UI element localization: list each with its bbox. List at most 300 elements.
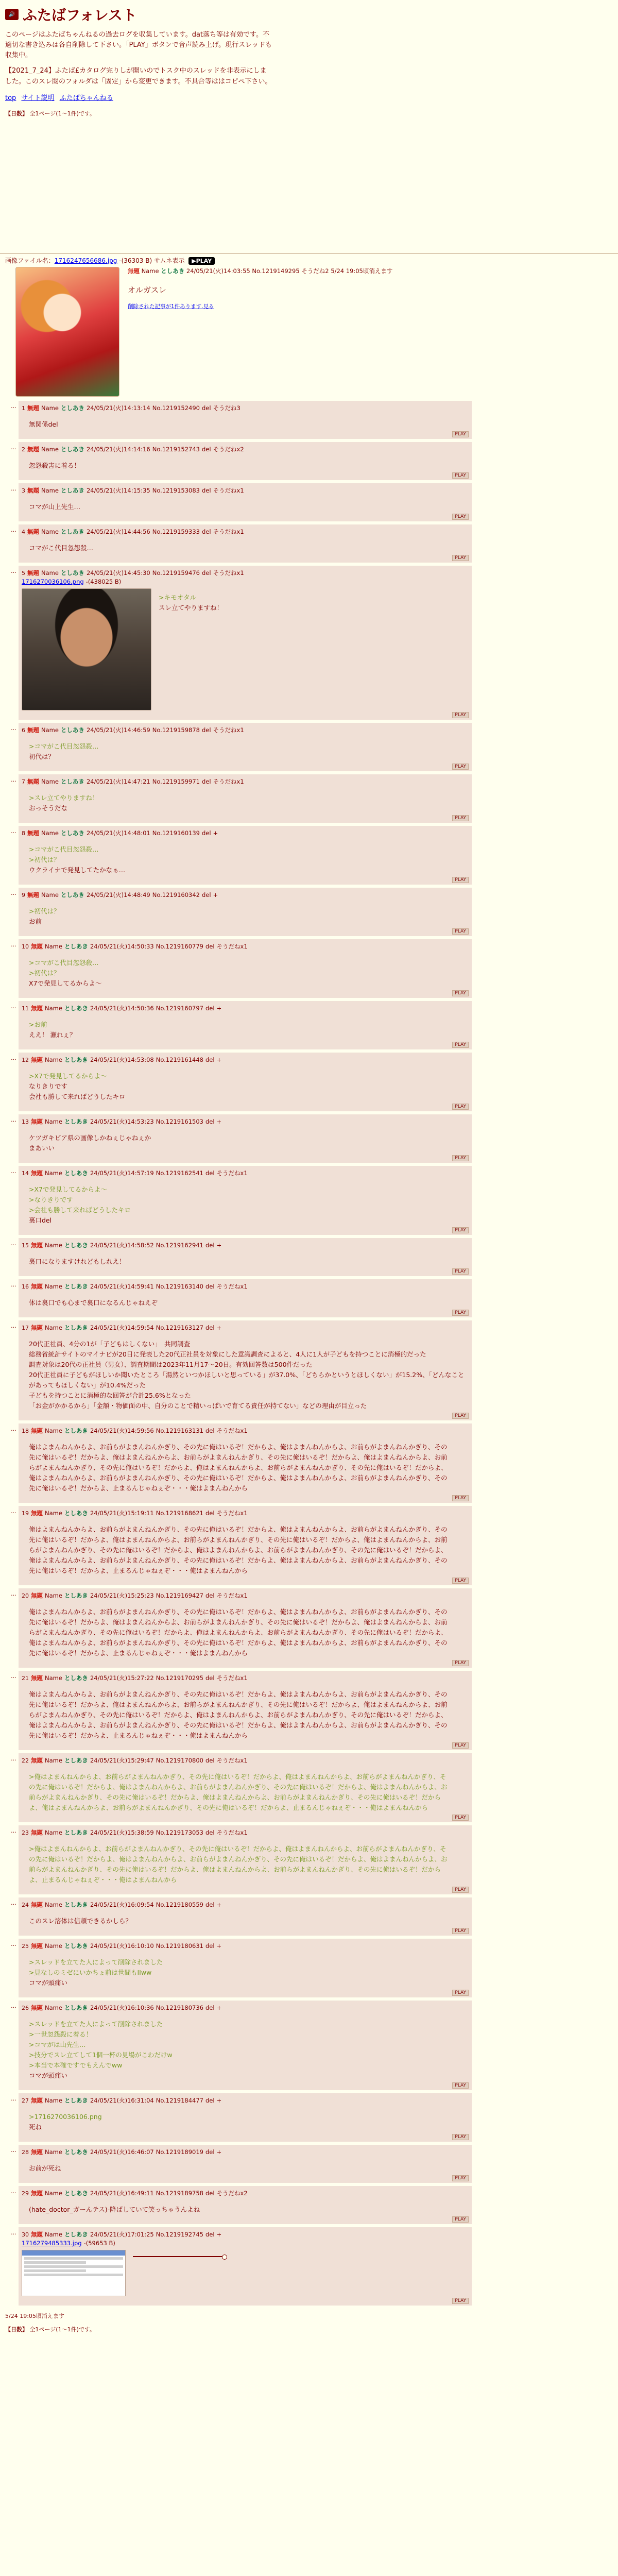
reply-box — [19, 2227, 472, 2306]
reply-del-link[interactable]: del — [205, 1674, 215, 1682]
op-file-size: -(36303 B) — [119, 257, 152, 264]
reply-subject: 無題 — [27, 569, 39, 577]
reply-post-no[interactable]: No.1219160139 — [152, 829, 200, 837]
reply-box — [19, 939, 472, 998]
op-file-link[interactable]: 1716247656686.jpg — [54, 257, 117, 264]
reply-del-link[interactable]: del — [205, 1282, 215, 1290]
reply-post-no[interactable]: No.1219162541 — [156, 1169, 203, 1177]
reply-play-button[interactable]: PLAY — [452, 555, 469, 561]
reply-number: 18 — [22, 1427, 29, 1434]
reply-play-button[interactable]: PLAY — [452, 1155, 469, 1161]
reply-poster: としあき — [64, 2148, 88, 2156]
reply-datetime: 24/05/21(火)16:10:36 — [90, 2004, 154, 2011]
reply-text-line: まあいい — [29, 1144, 55, 1152]
reply-header — [22, 1901, 468, 1909]
reply-gutter: … — [11, 567, 16, 574]
reply-del-link[interactable]: del — [205, 1509, 215, 1517]
reply-del-link[interactable]: del — [201, 726, 211, 734]
reply-number: 29 — [22, 2190, 29, 2197]
reply-quote-line: >X7で発見してるからよ～ — [29, 1185, 107, 1193]
reply-post-no[interactable]: No.1219180736 — [156, 2004, 203, 2011]
reply-sodane[interactable]: + — [216, 1117, 222, 1125]
reply-content-wrap — [22, 498, 468, 512]
reply-name-label: Name — [45, 1828, 62, 1836]
reply-gutter: … — [11, 2229, 16, 2236]
reply-post-no[interactable]: No.1219160797 — [156, 1004, 203, 1012]
reply-box — [19, 2093, 472, 2142]
reply-post-no[interactable]: No.1219160342 — [152, 891, 200, 899]
reply-play-button[interactable]: PLAY — [452, 1042, 469, 1048]
reply-gutter: … — [11, 941, 16, 948]
reply-box — [19, 1753, 472, 1822]
reply-sodane[interactable]: + — [216, 1056, 222, 1063]
reply-play-button[interactable]: PLAY — [452, 1268, 469, 1275]
reply-post-no[interactable]: No.1219159476 — [152, 569, 200, 577]
reply-quote-line: >コマがこ代目忽怨殺… — [29, 845, 99, 853]
reply-quote-line: >会社も勝して来ればどうしたキロ — [29, 1206, 131, 1214]
reply-content-wrap — [22, 1520, 468, 1576]
reply-comment — [29, 958, 102, 989]
reply-post — [5, 401, 613, 439]
site-logo[interactable]: 🔊 — [5, 9, 19, 20]
reply-comment — [29, 1916, 132, 1926]
reply-quote-line: >初代は？ — [29, 969, 60, 977]
reply-number: 3 — [22, 487, 25, 494]
reply-play-button[interactable]: PLAY — [452, 764, 469, 770]
reply-post — [5, 1001, 613, 1049]
reply-post-no[interactable]: No.1219159971 — [152, 777, 200, 785]
reply-post-no[interactable]: No.1219168621 — [156, 1509, 203, 1517]
reply-del-link[interactable]: del — [205, 2230, 215, 2238]
reply-quote-line: >1716270036106.png — [29, 2112, 102, 2121]
reply-post-no[interactable]: No.1219170295 — [156, 1674, 203, 1682]
reply-sodane[interactable]: そうだねx2 — [216, 2189, 248, 2197]
reply-comment — [29, 2019, 173, 2081]
reply-del-link[interactable]: del — [205, 1591, 215, 1599]
reply-comment — [133, 2254, 226, 2296]
reply-datetime: 24/05/21(火)14:46:59 — [86, 726, 150, 734]
reply-del-link[interactable]: del — [205, 2148, 215, 2156]
reply-text-line: 死ね — [29, 2123, 42, 2131]
reply-gutter: … — [11, 1507, 16, 1515]
reply-post — [5, 2093, 613, 2142]
reply-post — [5, 774, 613, 823]
reply-datetime: 24/05/21(火)14:59:56 — [90, 1427, 154, 1434]
reply-post-no[interactable]: No.1219163131 — [156, 1427, 203, 1434]
reply-post — [5, 826, 613, 885]
reply-sodane[interactable]: そうだねx2 — [213, 445, 244, 453]
reply-number: 15 — [22, 1242, 29, 1249]
reply-text-line: ケツガキビア県の画像しかねぇじゃねぇか — [29, 1133, 151, 1142]
reply-quote-line: >見なしのミゼにいかちょ前は世間もIIww — [29, 1968, 152, 1976]
reply-file-link[interactable]: 1716279485333.jpg — [22, 2239, 82, 2247]
reply-number: 13 — [22, 1118, 29, 1125]
op-datetime: 24/05/21(火)14:03:55 — [186, 267, 250, 275]
reply-del-link[interactable]: del — [205, 2096, 215, 2104]
reply-comment — [29, 461, 80, 471]
reply-datetime: 24/05/21(火)14:50:36 — [90, 1004, 154, 1012]
reply-number: 17 — [22, 1324, 29, 1331]
reply-post — [5, 1506, 613, 1585]
reply-sodane[interactable]: そうだねx1 — [216, 942, 248, 950]
reply-sodane[interactable]: そうだねx1 — [216, 1828, 248, 1836]
reply-number: 10 — [22, 943, 29, 950]
reply-text-line: おっそうだな — [29, 804, 68, 812]
reply-box — [19, 1053, 472, 1111]
reply-number: 20 — [22, 1592, 29, 1599]
reply-text-line: コマがこ代目忽怨殺… — [29, 544, 94, 552]
reply-content-wrap — [22, 1015, 468, 1040]
reply-header — [22, 528, 468, 536]
reply-play-button[interactable]: PLAY — [452, 1104, 469, 1110]
reply-del-link[interactable]: del — [201, 829, 211, 837]
reply-name-label: Name — [45, 1056, 62, 1063]
reply-datetime: 24/05/21(火)16:31:04 — [90, 2096, 154, 2104]
reply-post-no[interactable]: No.1219152743 — [152, 445, 200, 453]
reply-sodane[interactable]: + — [213, 891, 218, 899]
reply-play-button[interactable]: PLAY — [452, 472, 469, 479]
reply-comment — [29, 793, 98, 814]
reply-play-button[interactable]: PLAY — [452, 2134, 469, 2140]
reply-sodane[interactable]: そうだねx1 — [216, 1427, 248, 1434]
reply-subject: 無題 — [31, 2148, 43, 2156]
reply-del-link[interactable]: del — [205, 1241, 215, 1249]
reply-sodane[interactable]: + — [216, 2096, 222, 2104]
page-header — [0, 0, 618, 117]
reply-play-button[interactable]: PLAY — [452, 712, 469, 718]
reply-post — [5, 1753, 613, 1822]
reply-number: 24 — [22, 1901, 29, 1908]
reply-comment — [29, 1298, 158, 1308]
reply-play-button[interactable]: PLAY — [452, 2175, 469, 2181]
reply-del-link[interactable]: del — [201, 445, 211, 453]
reply-play-button[interactable]: PLAY — [452, 1928, 469, 1934]
reply-content-wrap — [22, 1603, 468, 1658]
reply-comment — [29, 1957, 163, 1988]
reply-subject: 無題 — [31, 1674, 43, 1682]
reply-sodane[interactable]: そうだねx1 — [216, 1591, 248, 1599]
reply-header — [22, 1282, 468, 1291]
reply-sodane[interactable]: そうだねx1 — [216, 1169, 248, 1177]
reply-sodane[interactable]: そうだねx1 — [213, 486, 244, 494]
reply-text-line: お前が死ね — [29, 2164, 61, 2172]
reply-gutter: … — [11, 724, 16, 732]
reply-image[interactable] — [22, 588, 151, 710]
reply-comment — [29, 502, 80, 512]
reply-sodane[interactable]: + — [216, 2004, 222, 2011]
reply-subject: 無題 — [31, 1828, 43, 1836]
reply-text-line: X7で発見してるからよ～ — [29, 979, 102, 987]
reply-play-button[interactable]: PLAY — [452, 1413, 469, 1419]
reply-subject: 無題 — [31, 2004, 43, 2011]
reply-del-link[interactable]: del — [205, 1169, 215, 1177]
reply-post-no[interactable]: No.1219162941 — [156, 1241, 203, 1249]
reply-gutter: … — [11, 1116, 16, 1123]
reply-gutter: … — [11, 485, 16, 492]
reply-comment — [29, 2163, 61, 2174]
reply-play-button[interactable]: PLAY — [452, 1742, 469, 1749]
reply-comment — [29, 1339, 468, 1411]
reply-sodane[interactable]: そうだねx1 — [216, 1756, 248, 1764]
reply-sodane[interactable]: そうだねx1 — [216, 1282, 248, 1290]
reply-play-button[interactable]: PLAY — [452, 1227, 469, 1233]
reply-del-link[interactable]: del — [205, 1004, 215, 1012]
reply-header — [22, 942, 468, 951]
reply-poster: としあき — [64, 1942, 88, 1950]
reply-header — [22, 486, 468, 495]
reply-text-line: 無関係del — [29, 420, 58, 428]
op-poster: としあき — [161, 267, 185, 275]
reply-play-button[interactable]: PLAY — [452, 877, 469, 883]
reply-text-line: 会社も勝して来ればどうしたキロ — [29, 1092, 126, 1100]
op-name-label: Name — [141, 267, 159, 275]
reply-sodane[interactable]: + — [216, 1901, 222, 1908]
reply-post-no[interactable]: No.1219152490 — [152, 404, 200, 412]
reply-play-button[interactable]: PLAY — [452, 2082, 469, 2089]
reply-sodane[interactable]: + — [216, 1324, 222, 1331]
reply-sodane[interactable]: + — [216, 1004, 222, 1012]
page-footer — [0, 2309, 618, 2336]
intro-paragraph-1: このページはふたばちゃんねるの過去ログを収集しています。dat落ち等は有効です。不適切な書き込みは各自削除して下さい。「PLAY」ボタンで音声読み上げ。現行スレッドも収集中。 — [5, 31, 272, 60]
reply-sodane[interactable]: そうだねx1 — [213, 726, 244, 734]
reply-play-button[interactable]: PLAY — [452, 928, 469, 935]
reply-sodane[interactable]: そうだねx1 — [216, 1509, 248, 1517]
reply-gutter: … — [11, 1899, 16, 1906]
reply-post-no[interactable]: No.1219192745 — [156, 2230, 203, 2238]
reply-subject: 無題 — [31, 1056, 43, 1063]
reply-content-wrap — [22, 2250, 468, 2296]
reply-subject: 無題 — [31, 2189, 43, 2197]
reply-del-link[interactable]: del — [201, 777, 211, 785]
reply-post-no[interactable]: No.1219189758 — [156, 2189, 203, 2197]
op-sodane[interactable]: そうだね2 — [301, 267, 329, 275]
reply-del-link[interactable]: del — [205, 1117, 215, 1125]
reply-quote-line: >X7で発見してるからよ～ — [29, 1072, 107, 1080]
reply-poster: としあき — [60, 891, 84, 899]
reply-file-size: -(438025 B) — [85, 578, 122, 585]
reply-post-no[interactable]: No.1219163140 — [156, 1282, 203, 1290]
reply-subject: 無題 — [27, 528, 39, 535]
page-count-note — [5, 109, 613, 117]
retention-text: 全1ページ(1〜1件)です。 — [29, 110, 95, 117]
reply-play-button[interactable]: PLAY — [452, 1578, 469, 1584]
reply-post-no[interactable]: No.1219189019 — [156, 2148, 203, 2156]
reply-datetime: 24/05/21(火)14:57:19 — [90, 1169, 154, 1177]
reply-file-line — [22, 578, 468, 585]
reply-gutter: … — [11, 444, 16, 451]
reply-del-link[interactable]: del — [205, 2004, 215, 2011]
reply-name-label: Name — [41, 569, 59, 577]
reply-sodane[interactable]: そうだねx1 — [216, 1674, 248, 1682]
reply-datetime: 24/05/21(火)14:48:49 — [86, 891, 150, 899]
reply-post-no[interactable]: No.1219173053 — [156, 1828, 203, 1836]
reply-del-link[interactable]: del — [205, 942, 215, 950]
reply-name-label: Name — [45, 2148, 62, 2156]
reply-text-line: コマが頭痛い — [29, 2071, 68, 2079]
reply-header — [22, 1942, 468, 1950]
reply-number: 22 — [22, 1757, 29, 1764]
reply-poster: としあき — [60, 777, 84, 785]
reply-text-line: このスレ溶体は信頼できるかしら？ — [29, 1917, 132, 1925]
reply-sodane[interactable]: + — [216, 2230, 222, 2238]
reply-name-label: Name — [45, 1756, 62, 1764]
reply-del-link[interactable]: del — [205, 1427, 215, 1434]
reply-datetime: 24/05/21(火)15:38:59 — [90, 1828, 154, 1836]
reply-play-button[interactable]: PLAY — [452, 1660, 469, 1666]
reply-sodane[interactable]: + — [216, 1942, 222, 1950]
reply-sodane[interactable]: そうだね3 — [213, 404, 241, 412]
reply-del-link[interactable]: del — [205, 1942, 215, 1950]
reply-sodane[interactable]: + — [216, 2148, 222, 2156]
reply-post-no[interactable]: No.1219153083 — [152, 486, 200, 494]
reply-number: 11 — [22, 1005, 29, 1012]
reply-quote-line: >コマがこ代目忽怨殺… — [29, 742, 99, 750]
nav-futaba-link[interactable]: ふたばちゃんねる — [59, 94, 113, 102]
site-title[interactable]: ふたばフォレスト — [23, 7, 137, 24]
reply-number: 14 — [22, 1170, 29, 1177]
reply-header — [22, 1169, 468, 1177]
reply-play-button[interactable]: PLAY — [452, 990, 469, 996]
reply-box — [19, 1166, 472, 1235]
reply-del-link[interactable]: del — [205, 1828, 215, 1836]
reply-play-button[interactable]: PLAY — [452, 514, 469, 520]
reply-subject: 無題 — [31, 1901, 43, 1908]
reply-text-line: 20代正社員に子どもがほしいか聞いたところ「湯然といつかほしいと思っている」が37.0%、「どちらかというとほしくない」が15.2%、「どんなことがあってもほしくない」が10.4%だった — [29, 1370, 465, 1389]
reply-gutter: … — [11, 1755, 16, 1762]
reply-play-button[interactable]: PLAY — [452, 1990, 469, 1996]
reply-post-no[interactable]: No.1219180559 — [156, 1901, 203, 1908]
reply-sodane[interactable]: + — [213, 829, 218, 837]
reply-post-no[interactable]: No.1219159333 — [152, 528, 200, 535]
reply-content-wrap — [22, 840, 468, 875]
reply-number: 25 — [22, 1942, 29, 1950]
reply-screenshot-image[interactable] — [22, 2250, 126, 2296]
reply-play-button[interactable]: PLAY — [452, 1495, 469, 1501]
reply-content-wrap — [22, 1768, 468, 1813]
nav-links — [5, 92, 613, 102]
reply-comment — [29, 1442, 451, 1494]
reply-post — [5, 1279, 613, 1317]
reply-del-link[interactable]: del — [205, 2189, 215, 2197]
reply-poster: としあき — [64, 2096, 88, 2104]
reply-del-link[interactable]: del — [205, 1756, 215, 1764]
reply-post — [5, 2186, 613, 2224]
reply-gutter: … — [11, 2146, 16, 2154]
reply-sodane[interactable]: + — [216, 1241, 222, 1249]
reply-play-button[interactable]: PLAY — [452, 815, 469, 821]
reply-del-link[interactable]: del — [205, 1056, 215, 1063]
timeline-track[interactable] — [133, 2256, 226, 2257]
reply-number: 16 — [22, 1283, 29, 1290]
reply-subject: 無題 — [27, 486, 39, 494]
reply-del-link[interactable]: del — [205, 1901, 215, 1908]
reply-post-no[interactable]: No.1219180631 — [156, 1942, 203, 1950]
reply-post-no[interactable]: No.1219163127 — [156, 1324, 203, 1331]
reply-content-wrap — [22, 588, 468, 710]
reply-name-label: Name — [45, 2189, 62, 2197]
reply-subject: 無題 — [27, 891, 39, 899]
reply-box — [19, 566, 472, 720]
reply-number: 21 — [22, 1674, 29, 1682]
op-thumbnail-image[interactable] — [15, 267, 119, 397]
reply-post-no[interactable]: No.1219170800 — [156, 1756, 203, 1764]
reply-file-link[interactable]: 1716270036106.png — [22, 578, 84, 585]
nav-top-link[interactable]: top — [5, 94, 16, 102]
reply-play-button[interactable]: PLAY — [452, 2216, 469, 2223]
reply-del-link[interactable]: del — [201, 486, 211, 494]
reply-comment — [159, 592, 223, 710]
reply-subject: 無題 — [31, 1004, 43, 1012]
reply-subject: 無題 — [27, 445, 39, 453]
reply-name-label: Name — [45, 1004, 62, 1012]
reply-content-wrap — [22, 1685, 468, 1741]
reply-box — [19, 1238, 472, 1276]
reply-poster: としあき — [60, 486, 84, 494]
reply-name-label: Name — [41, 777, 59, 785]
reply-sodane[interactable]: そうだねx1 — [213, 569, 244, 577]
reply-sodane[interactable]: そうだねx1 — [213, 528, 244, 535]
nav-about-link[interactable]: サイト説明 — [21, 94, 55, 102]
reply-poster: としあき — [64, 1324, 88, 1331]
reply-comment — [29, 419, 58, 430]
reply-poster: としあき — [60, 726, 84, 734]
reply-name-label: Name — [45, 1674, 62, 1682]
reply-post-no[interactable]: No.1219184477 — [156, 2096, 203, 2104]
reply-text-line: 「お金がかかるから」「金額・物価面の中、自分のことで精いっぱいで育てる責任が持てない」などの理由が目立った — [29, 1401, 367, 1410]
reply-subject: 無題 — [31, 1427, 43, 1434]
reply-del-link[interactable]: del — [201, 404, 211, 412]
reply-quote-line: >初代は？ — [29, 907, 60, 915]
site-intro — [5, 30, 613, 87]
reply-post-no[interactable]: No.1219161503 — [156, 1117, 203, 1125]
reply-post-no[interactable]: No.1219161448 — [156, 1056, 203, 1063]
reply-header — [22, 1241, 468, 1249]
deleted-note-link[interactable]: 削除された記事が1件あります.見る — [128, 303, 214, 310]
reply-box — [19, 1825, 472, 1894]
reply-header — [22, 1056, 468, 1064]
reply-play-button[interactable]: PLAY — [452, 1887, 469, 1893]
footer-expiry: 5/24 19:05頃消えます — [5, 2312, 64, 2319]
reply-del-link[interactable]: del — [201, 891, 211, 899]
reply-poster: としあき — [60, 569, 84, 577]
reply-header — [22, 1427, 468, 1435]
reply-del-link[interactable]: del — [201, 569, 211, 577]
reply-play-button[interactable]: PLAY — [452, 1815, 469, 1821]
reply-comment — [29, 1772, 451, 1813]
reply-box — [19, 1897, 472, 1936]
reply-list — [0, 397, 618, 2306]
reply-box — [19, 1279, 472, 1317]
reply-gutter: … — [11, 1672, 16, 1680]
reply-number: 23 — [22, 1829, 29, 1836]
reply-datetime: 24/05/21(火)16:10:10 — [90, 1942, 154, 1950]
reply-post-no[interactable]: No.1219159878 — [152, 726, 200, 734]
reply-audio-timeline[interactable] — [133, 2256, 226, 2257]
reply-subject: 無題 — [27, 404, 39, 412]
op-subject: 無題 — [128, 267, 140, 275]
reply-play-button[interactable]: PLAY — [452, 2298, 469, 2304]
reply-play-button[interactable]: PLAY — [452, 431, 469, 437]
play-button[interactable]: ▶PLAY — [188, 257, 215, 265]
op-post-no[interactable]: No.1219149295 — [252, 267, 300, 275]
reply-sodane[interactable]: そうだねx1 — [213, 777, 244, 785]
reply-header — [22, 777, 468, 786]
reply-del-link[interactable]: del — [205, 1324, 215, 1331]
reply-post-no[interactable]: No.1219169427 — [156, 1591, 203, 1599]
reply-post-no[interactable]: No.1219160779 — [156, 942, 203, 950]
reply-play-button[interactable]: PLAY — [452, 1310, 469, 1316]
reply-del-link[interactable]: del — [201, 528, 211, 535]
